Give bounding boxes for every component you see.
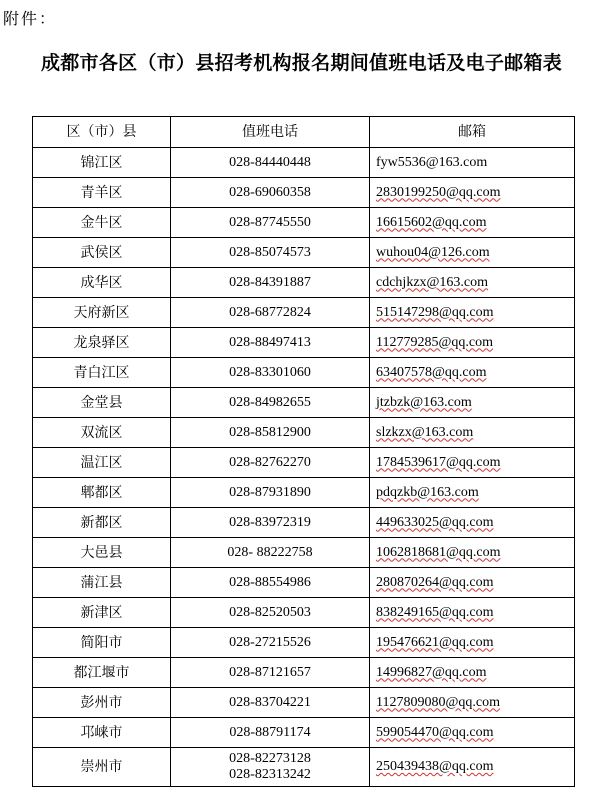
district-cell: 温江区 xyxy=(33,448,171,478)
table-row xyxy=(33,628,575,658)
email-address: pdqzkb@163.com xyxy=(376,484,479,500)
district-cell: 武侯区 xyxy=(33,238,171,268)
phone-number: 028-84391887 xyxy=(229,274,311,290)
phone-number: 028-69060358 xyxy=(229,184,311,200)
header-email: 邮箱 xyxy=(370,117,575,148)
phone-number: 028-83704221 xyxy=(229,694,311,710)
phone-number: 028-88791174 xyxy=(229,724,311,740)
phone-number: 028-85074573 xyxy=(229,244,311,260)
district-cell: 邛崃市 xyxy=(33,718,171,748)
email-cell xyxy=(370,268,575,298)
email-address: 1784539617@qq.com xyxy=(376,454,501,470)
email-address: 112779285@qq.com xyxy=(376,334,493,350)
table-row xyxy=(33,298,575,328)
table-row xyxy=(33,718,575,748)
email-address: 16615602@qq.com xyxy=(376,214,487,230)
table-row xyxy=(33,478,575,508)
district-cell: 双流区 xyxy=(33,418,171,448)
table-row xyxy=(33,508,575,538)
phone-cell xyxy=(171,478,370,508)
table-row xyxy=(33,328,575,358)
email-address: 2830199250@qq.com xyxy=(376,184,501,200)
district-cell: 彭州市 xyxy=(33,688,171,718)
district-cell: 新都区 xyxy=(33,508,171,538)
phone-cell xyxy=(171,658,370,688)
email-cell xyxy=(370,598,575,628)
email-address: 280870264@qq.com xyxy=(376,574,494,590)
district-cell: 都江堰市 xyxy=(33,658,171,688)
phone-cell xyxy=(171,238,370,268)
phone-number: 028-88497413 xyxy=(229,334,311,350)
document-title: 成都市各区（市）县招考机构报名期间值班电话及电子邮箱表 xyxy=(40,52,563,74)
district-cell: 金堂县 xyxy=(33,388,171,418)
phone-number: 028-68772824 xyxy=(229,304,311,320)
email-address: 449633025@qq.com xyxy=(376,514,494,530)
district-cell: 简阳市 xyxy=(33,628,171,658)
table-row xyxy=(33,598,575,628)
email-cell xyxy=(370,568,575,598)
email-address: slzkzx@163.com xyxy=(376,424,474,440)
phone-cell xyxy=(171,388,370,418)
email-cell xyxy=(370,538,575,568)
contact-table xyxy=(32,116,575,787)
email-cell xyxy=(370,298,575,328)
email-cell xyxy=(370,328,575,358)
phone-number: 028-84982655 xyxy=(229,394,311,410)
district-cell: 青白江区 xyxy=(33,358,171,388)
email-cell xyxy=(370,388,575,418)
district-cell: 蒲江县 xyxy=(33,568,171,598)
phone-number: 028-82273128 xyxy=(229,751,311,766)
email-address: 599054470@qq.com xyxy=(376,724,494,740)
district-cell: 新津区 xyxy=(33,598,171,628)
phone-number: 028-82313242 xyxy=(229,767,311,782)
district-cell: 金牛区 xyxy=(33,208,171,238)
email-address: 1127809080@qq.com xyxy=(376,694,500,710)
table-row xyxy=(33,568,575,598)
table-row xyxy=(33,358,575,388)
table-row xyxy=(33,538,575,568)
email-address: 250439438@qq.com xyxy=(376,759,494,774)
table-row xyxy=(33,658,575,688)
phone-cell xyxy=(171,418,370,448)
table-row xyxy=(33,238,575,268)
phone-number: 028-82762270 xyxy=(229,454,311,470)
district-cell: 大邑县 xyxy=(33,538,171,568)
attachment-label: 附件： xyxy=(3,9,58,28)
table-row xyxy=(33,178,575,208)
phone-cell xyxy=(171,178,370,208)
email-address: 195476621@qq.com xyxy=(376,634,494,650)
table-header-row xyxy=(33,117,575,148)
table-row xyxy=(33,688,575,718)
email-cell xyxy=(370,718,575,748)
phone-cell xyxy=(171,688,370,718)
email-cell xyxy=(370,358,575,388)
email-cell xyxy=(370,478,575,508)
email-address: 63407578@qq.com xyxy=(376,364,487,380)
email-address: fyw5536@163.com xyxy=(376,154,488,170)
phone-number: 028-88554986 xyxy=(229,574,311,590)
district-cell: 锦江区 xyxy=(33,148,171,178)
phone-number: 028-85812900 xyxy=(229,424,311,440)
email-cell xyxy=(370,418,575,448)
table-row xyxy=(33,148,575,178)
email-address: 14996827@qq.com xyxy=(376,664,487,680)
email-cell xyxy=(370,448,575,478)
table-row xyxy=(33,748,575,787)
phone-cell xyxy=(171,718,370,748)
phone-cell xyxy=(171,538,370,568)
phone-cell xyxy=(171,268,370,298)
header-district: 区（市）县 xyxy=(33,117,171,148)
district-cell: 崇州市 xyxy=(33,748,171,787)
district-cell: 成华区 xyxy=(33,268,171,298)
phone-cell xyxy=(171,328,370,358)
table-row xyxy=(33,448,575,478)
table-row xyxy=(33,208,575,238)
email-address: 515147298@qq.com xyxy=(376,304,494,320)
phone-cell xyxy=(171,148,370,178)
phone-number: 028-87121657 xyxy=(229,664,311,680)
phone-number: 028-87931890 xyxy=(229,484,311,500)
email-address: wuhou04@126.com xyxy=(376,244,490,260)
email-cell xyxy=(370,658,575,688)
phone-cell xyxy=(171,208,370,238)
header-phone: 值班电话 xyxy=(171,117,370,148)
email-cell xyxy=(370,178,575,208)
phone-cell xyxy=(171,628,370,658)
phone-number: 028-84440448 xyxy=(229,154,311,170)
phone-cell xyxy=(171,448,370,478)
table-body xyxy=(33,148,575,787)
phone-cell xyxy=(171,598,370,628)
phone-number: 028-27215526 xyxy=(229,634,311,650)
district-cell: 龙泉驿区 xyxy=(33,328,171,358)
phone-number: 028-82520503 xyxy=(229,604,311,620)
email-cell xyxy=(370,748,575,787)
district-cell: 青羊区 xyxy=(33,178,171,208)
phone-number: 028- 88222758 xyxy=(227,544,313,560)
table-row xyxy=(33,268,575,298)
email-cell xyxy=(370,508,575,538)
email-cell xyxy=(370,238,575,268)
phone-cell xyxy=(171,748,370,787)
district-cell: 天府新区 xyxy=(33,298,171,328)
phone-cell xyxy=(171,298,370,328)
phone-cell xyxy=(171,568,370,598)
email-address: jtzbzk@163.com xyxy=(376,394,472,410)
email-address: 1062818681@qq.com xyxy=(376,544,501,560)
table-row xyxy=(33,418,575,448)
table-row xyxy=(33,388,575,418)
email-address: 838249165@qq.com xyxy=(376,604,494,620)
phone-number: 028-83972319 xyxy=(229,514,311,530)
phone-number: 028-87745550 xyxy=(229,214,311,230)
phone-number: 028-83301060 xyxy=(229,364,311,380)
email-cell xyxy=(370,688,575,718)
phone-cell xyxy=(171,358,370,388)
email-cell xyxy=(370,628,575,658)
district-cell: 郫都区 xyxy=(33,478,171,508)
email-cell xyxy=(370,208,575,238)
email-cell xyxy=(370,148,575,178)
email-address: cdchjkzx@163.com xyxy=(376,274,489,290)
phone-cell xyxy=(171,508,370,538)
